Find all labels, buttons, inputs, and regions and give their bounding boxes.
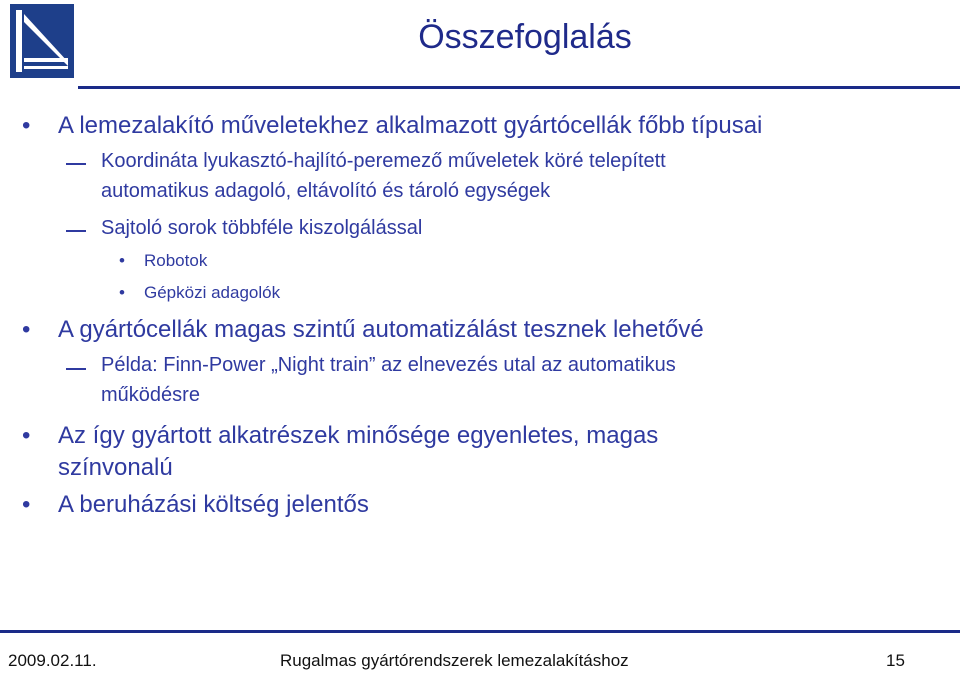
bullet-icon: • [119, 251, 125, 270]
sub-sub-bullet-text: Gépközi adagolók [144, 283, 281, 302]
bullet-text-continued: színvonalú [58, 454, 173, 481]
sub-bullet-text: Sajtoló sorok többféle kiszolgálással [101, 217, 423, 239]
bullet-text: A beruházási költség jelentős [58, 491, 369, 518]
bullet-icon: • [22, 491, 31, 518]
sub-bullet-text-continued: működésre [101, 384, 200, 406]
footer-course-title: Rugalmas gyártórendszerek lemezalakításhoz [280, 651, 629, 670]
bullet-icon: • [119, 283, 125, 302]
bullet-icon: • [22, 112, 31, 139]
bullet-text: A lemezalakító műveletekhez alkalmazott gyártócellák főbb típusai [58, 112, 763, 139]
bullet-icon: • [22, 316, 31, 343]
footer-page-number: 15 [886, 651, 905, 670]
sub-bullet-text-continued: automatikus adagoló, eltávolító és tároló egységek [101, 180, 551, 202]
dash-icon [66, 368, 86, 370]
university-logo-icon [10, 4, 74, 78]
footer-divider [0, 630, 960, 633]
sub-sub-bullet-text: Robotok [144, 251, 208, 270]
sub-bullet-text: Koordináta lyukasztó-hajlító-peremező műveletek köré telepített [101, 150, 666, 172]
bullet-text: Az így gyártott alkatrészek minősége egyenletes, magas [58, 422, 659, 449]
dash-icon [66, 163, 86, 165]
bullet-icon: • [22, 422, 31, 449]
header-divider [78, 86, 960, 89]
slide-title: Összefoglalás [418, 18, 632, 56]
bullet-text: A gyártócellák magas szintű automatizálást tesznek lehetővé [58, 316, 704, 343]
sub-bullet-text: Példa: Finn-Power „Night train” az elnevezés utal az automatikus [101, 354, 676, 376]
footer-date: 2009.02.11. [8, 651, 97, 670]
dash-icon [66, 230, 86, 232]
